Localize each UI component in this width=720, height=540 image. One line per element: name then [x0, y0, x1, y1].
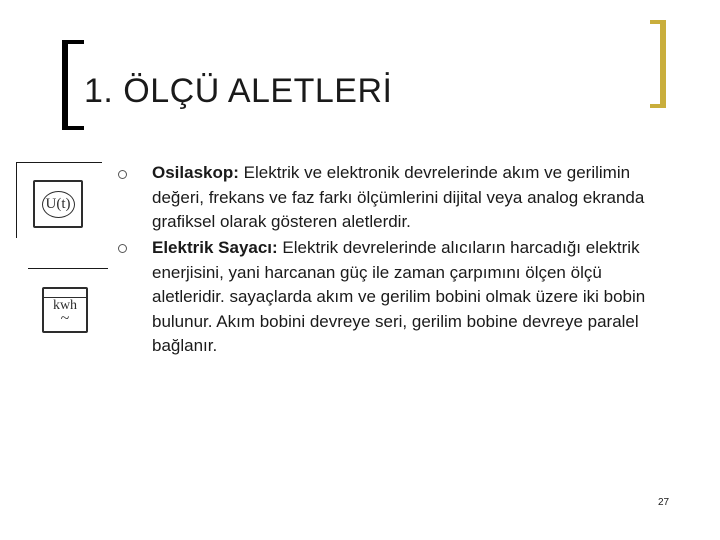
right-bracket-top — [650, 20, 666, 24]
meter-label: kwh — [52, 298, 78, 313]
energy-meter-icon — [42, 287, 88, 333]
right-bracket — [660, 20, 666, 108]
item-term: Elektrik Sayacı: — [152, 238, 278, 257]
right-bracket-bottom — [650, 104, 666, 108]
list-item — [152, 161, 672, 235]
symbol-divider — [28, 268, 108, 269]
item-term: Osilaskop: — [152, 163, 239, 182]
oscilloscope-icon — [33, 180, 83, 228]
left-bracket-bottom — [62, 126, 84, 130]
left-bracket-top — [62, 40, 84, 44]
bullet-icon — [118, 244, 127, 253]
item-text: Elektrik devrelerinde alıcıların harcadığı elektrik enerjisini, yani harcanan güç ile zaman çarpımını ölçen ölçü aletleridir. sayaçlarda akım ve gerilim bobini olmak üzere iki bobin bulunur. Akım bobini devreye seri, gerilim bobine devreye paralel bağlanır. — [152, 238, 646, 355]
oscilloscope-label: U(t) — [42, 191, 75, 218]
list-item — [152, 236, 672, 359]
page-title: 1. ÖLÇÜ ALETLERİ — [84, 72, 393, 110]
left-bracket — [62, 40, 68, 130]
bullet-icon — [118, 170, 127, 179]
meter-wave: ~ — [60, 310, 70, 327]
page-number: 27 — [658, 497, 670, 508]
item-text: Elektrik ve elektronik devrelerinde akım ve gerilimin değeri, frekans ve faz farkı ölçümlerini dijital veya analog ekranda grafiksel olarak gösteren aletlerdir. — [152, 163, 645, 231]
